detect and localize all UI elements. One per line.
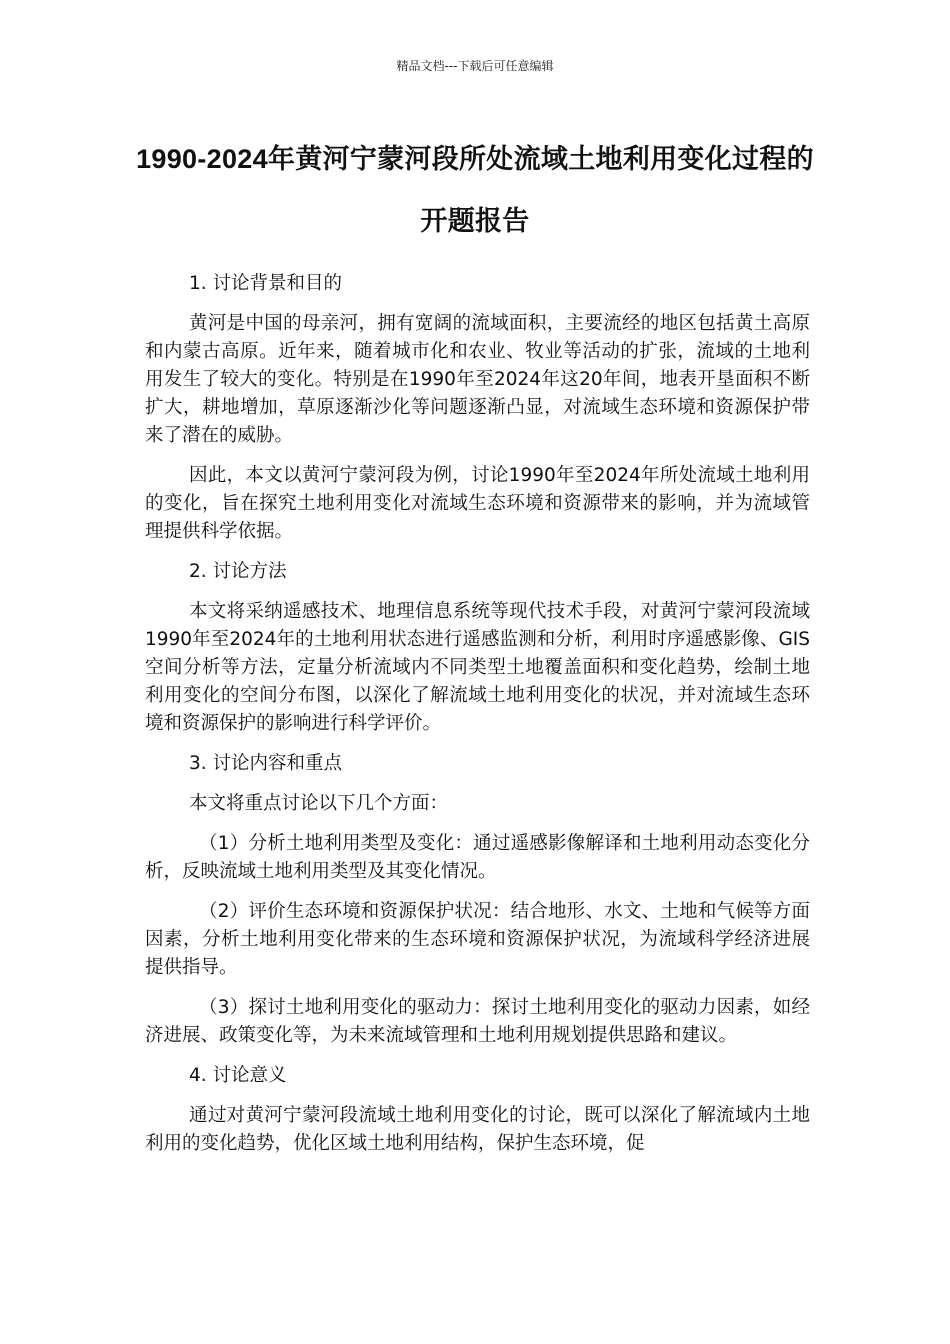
paragraph-methods: 本文将采纳遥感技术、地理信息系统等现代技术手段，对黄河宁蒙河段流域1990年至2024年的土地利用状态进行遥感监测和分析，利用时序遥感影像、GIS空间分析等方法，定量分析流域内不同类型土地覆盖面积和变化趋势，绘制土地利用变化的空间分布图，以深化了解流域土地利用变化的状况，并对流域生态环境和资源保护的影响进行科学评价。 — [145, 601, 810, 734]
document-body — [145, 270, 810, 1170]
header-note: 精品文档---下载后可任意编辑 — [396, 59, 554, 73]
section-heading-content: 3. 讨论内容和重点 — [189, 753, 343, 774]
list-item-2: （2）评价生态环境和资源保护状况：结合地形、水文、土地和气候等方面因素，分析土地利用变化带来的生态环境和资源保护状况，为流域科学经济进展提供指导。 — [145, 901, 810, 978]
paragraph-background-1: 黄河是中国的母亲河，拥有宽阔的流域面积，主要流经的地区包括黄土高原和内蒙古高原。近年来，随着城市化和农业、牧业等活动的扩张，流域的土地利用发生了较大的变化。特别是在1990年至2024年这20年间，地表开垦面积不断扩大，耕地增加，草原逐渐沙化等问题逐渐凸显，对流域生态环境和资源保护带来了潜在的威胁。 — [145, 313, 810, 446]
paragraph-content-intro: 本文将重点讨论以下几个方面： — [189, 793, 449, 814]
paragraph-background-2: 因此，本文以黄河宁蒙河段为例，讨论1990年至2024年所处流域土地利用的变化，旨在探究土地利用变化对流域生态环境和资源带来的影响，并为流域管理提供科学依据。 — [145, 465, 810, 542]
list-item-1: （1）分析土地利用类型及变化：通过遥感影像解译和土地利用动态变化分析，反映流域土地利用类型及其变化情况。 — [145, 833, 810, 882]
section-heading-methods: 2. 讨论方法 — [189, 561, 287, 582]
paragraph-significance: 通过对黄河宁蒙河段流域土地利用变化的讨论，既可以深化了解流域内土地利用的变化趋势，优化区域土地利用结构，保护生态环境，促 — [145, 1105, 810, 1154]
section-heading-background: 1. 讨论背景和目的 — [189, 273, 343, 294]
list-item-3: （3）探讨土地利用变化的驱动力：探讨土地利用变化的驱动力因素，如经济进展、政策变化等，为未来流域管理和土地利用规划提供思路和建议。 — [145, 997, 810, 1046]
document-title: 1990-2024年黄河宁蒙河段所处流域土地利用变化过程的开题报告 — [136, 144, 814, 236]
section-heading-significance: 4. 讨论意义 — [189, 1065, 287, 1086]
